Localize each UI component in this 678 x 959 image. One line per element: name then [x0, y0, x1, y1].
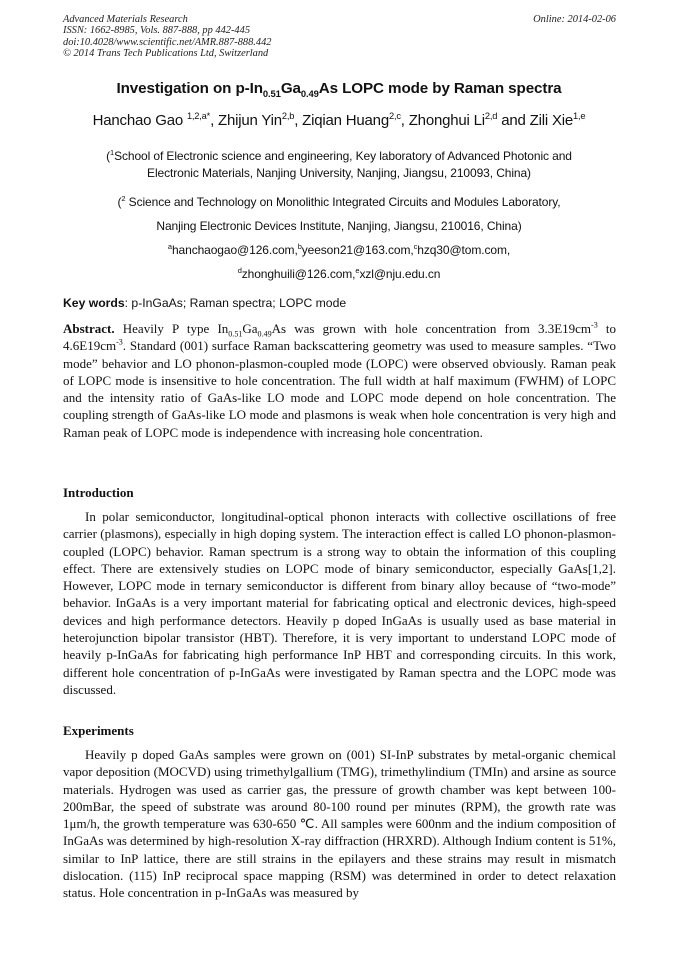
- author-affiliation-mark: 1,2,a*: [186, 111, 211, 121]
- affiliation-text: Science and Technology on Monolithic Integrated Circuits and Modules Laboratory,: [125, 195, 561, 209]
- author-name: Ziqian Huang: [302, 112, 389, 129]
- author-name: Zhijun Yin: [218, 112, 282, 129]
- doi-line[interactable]: doi:10.4028/www.scientific.net/AMR.887-888.442: [63, 36, 272, 48]
- author-affiliation-mark: 2,d: [484, 111, 498, 121]
- author-affiliation-mark: 2,b: [281, 111, 295, 121]
- email-link[interactable]: hzq30@tom.com,: [417, 243, 511, 257]
- keywords-label: Key words: [63, 296, 125, 310]
- paper-title: [40, 80, 638, 100]
- affiliation-2: [50, 190, 628, 238]
- abstract-superscript: -3: [591, 320, 598, 330]
- email-mark: d: [237, 266, 242, 275]
- copyright-line: © 2014 Trans Tech Publications Ltd, Switzerland: [63, 47, 269, 59]
- abstract-text: Ga: [242, 321, 258, 336]
- email-link[interactable]: yeeson21@163.com,: [301, 243, 414, 257]
- title-subscript: 0.49: [300, 88, 319, 100]
- author-name: Zhonghui Li: [408, 112, 485, 129]
- title-text: Investigation on p-In: [116, 80, 263, 97]
- author-separator: ,: [400, 112, 409, 129]
- email-link[interactable]: zhonghuili@126.com,: [241, 267, 356, 281]
- email-mark: c: [413, 242, 418, 251]
- introduction-paragraph: In polar semiconductor, longitudinal-optical phonon interacts with collective oscillations of free carrier (plasmons), especially in high doping system. The interaction effect is called LO phonon-plasmon-coupled (LOPC) behavior. Raman spectrum is a strong way to obtain the information of this coupling effect. There are extensively studies on LOPC mode of binary semiconductor, especially GaAs[1,2]. However, LOPC mode in ternary semiconductor is different from binary alloy because of “two-mode” behavior. InGaAs is a very important material for fabricating optical and electronic devices, high-speed devices and high performance detectors. Heavily p doped InGaAs is usually used as base material in heterojunction bipolar transistor (HBT). Therefore, it is very important to understand LOPC mode of heavily p-InGaAs for fabricating high performance InP HBT and corresponding circuits. In this work, different hole concentration of p-InGaAs were investigated by Raman spectra and the LOPC mode was discussed.: [63, 509, 616, 697]
- online-date: Online: 2014-02-06: [533, 14, 616, 25]
- abstract-subscript: 0.49: [257, 329, 272, 339]
- email-mark: e: [355, 266, 360, 275]
- email-mark: a: [167, 242, 172, 251]
- author-affiliation-mark: 1,e: [573, 111, 586, 121]
- abstract-text: Heavily P type In: [114, 321, 229, 336]
- title-subscript: 0.51: [262, 88, 281, 100]
- author-affiliation-mark: 2,c: [388, 111, 401, 121]
- author-name: Zili Xie: [529, 112, 574, 129]
- abstract-text: to 4.6E19cm: [63, 321, 616, 354]
- abstract: [63, 320, 616, 441]
- abstract-subscript: 0.51: [228, 329, 243, 339]
- journal-header: [63, 14, 616, 59]
- section-heading-experiments: Experiments: [63, 723, 134, 738]
- author-separator: ,: [210, 112, 218, 129]
- email-link[interactable]: hanchaogao@126.com,: [171, 243, 298, 257]
- keywords-text: : p-InGaAs; Raman spectra; LOPC mode: [124, 296, 347, 310]
- affiliation-1: [50, 148, 628, 182]
- affiliation-paren: (: [117, 195, 122, 209]
- affiliation-mark: 1: [110, 148, 115, 157]
- keywords: [63, 296, 616, 310]
- affiliation-text: Electronic Materials, Nanjing University, Nanjing, Jiangsu, 210093, China): [147, 166, 531, 180]
- title-text: As LOPC mode by Raman spectra: [318, 80, 562, 97]
- affiliation-paren: (: [106, 149, 111, 163]
- abstract-label: Abstract.: [63, 321, 115, 336]
- affiliation-mark: 2: [121, 194, 126, 203]
- author-emails: [50, 238, 628, 286]
- experiments-paragraph: Heavily p doped GaAs samples were grown on (001) SI-InP substrates by metal-organic chemical vapor deposition (MOCVD) using trimethylgallium (TMG), trimethylindium (TMIn) and arsine as source materials. Hydrogen was used as carrier gas, the pressure of growth chamber was kept between 100-200mBar, the speed of substrate was around 80-100 round per minutes (RPM), the growth rate was 1μm/h, the growth temperature was 630-650 ℃. All samples were 600nm and the indium composition of InGaAs was determined by high-resolution X-ray diffraction (HRXRD). Although Indium content is 51%, similar to InP lattice, there are still strains in the epilayers and these strains may result in mismatch dislocation. (115) InP reciprocal space mapping (RSM) was determined in order to detect relaxation status. Hole concentration in p-InGaAs was measured by: [63, 747, 616, 901]
- issn-line: ISSN: 1662-8985, Vols. 887-888, pp 442-445: [63, 25, 251, 37]
- section-heading-introduction: Introduction: [63, 485, 134, 500]
- journal-name: Advanced Materials Research: [63, 14, 188, 25]
- author-separator: and: [497, 112, 530, 129]
- abstract-text: As was grown with hole concentration from 3.3E19cm: [271, 321, 592, 336]
- email-link[interactable]: xzl@nju.edu.cn: [359, 267, 441, 281]
- title-text: Ga: [280, 80, 301, 97]
- affiliation-text: School of Electronic science and engineering, Key laboratory of Advanced Photonic and: [114, 149, 572, 163]
- abstract-superscript: -3: [116, 337, 123, 347]
- author-separator: ,: [294, 112, 303, 129]
- author-name: Hanchao Gao: [92, 112, 187, 129]
- author-list: [20, 112, 658, 129]
- affiliation-text: Nanjing Electronic Devices Institute, Nanjing, Jiangsu, 210016, China): [156, 219, 522, 233]
- abstract-text: . Standard (001) surface Raman backscattering geometry was used to measure samples. “Two mode” behavior and LO phonon-plasmon-coupled mode (LOPC) were observed obviously. Raman peak of LOPC mode is insensitive to hole concentration. The full width at half maximum (FWHM) of LOPC and the intensity ratio of GaAs-like LO mode and LOPC mode depend on hole concentration. The coupling strength of GaAs-like LO mode and plasmons is weak when hole concentration is very high and Raman peak of LOPC mode is independence with increasing hole concentration.: [63, 338, 616, 440]
- email-mark: b: [297, 242, 302, 251]
